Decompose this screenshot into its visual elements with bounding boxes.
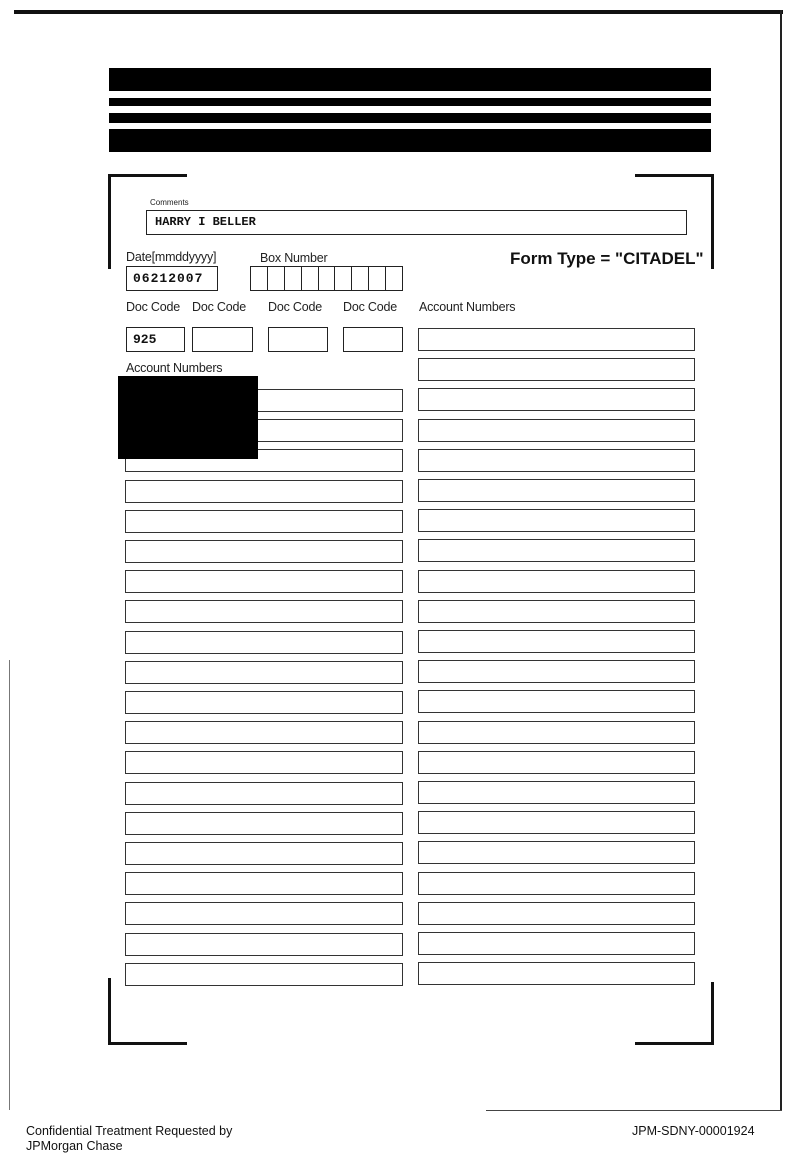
account-numbers-label-left: Account Numbers bbox=[126, 361, 223, 375]
account-number-field[interactable] bbox=[418, 449, 695, 472]
account-number-field[interactable] bbox=[418, 570, 695, 593]
account-number-field[interactable] bbox=[418, 479, 695, 502]
page-left-edge bbox=[9, 660, 10, 1110]
account-number-field[interactable] bbox=[418, 902, 695, 925]
corner-mark-bottom-right bbox=[635, 982, 714, 1045]
confidential-line-2: JPMorgan Chase bbox=[26, 1139, 123, 1153]
account-number-field[interactable] bbox=[418, 660, 695, 683]
account-number-field[interactable] bbox=[125, 631, 403, 654]
date-label: Date[mmddyyyy] bbox=[126, 250, 217, 264]
doc-code-field-1[interactable] bbox=[126, 327, 185, 352]
doc-code-value: 925 bbox=[133, 332, 157, 347]
footer-rule bbox=[486, 1110, 782, 1111]
account-number-field[interactable] bbox=[125, 963, 403, 986]
account-number-field[interactable] bbox=[125, 600, 403, 623]
page-top-border bbox=[14, 10, 783, 14]
account-number-field[interactable] bbox=[418, 781, 695, 804]
account-number-field[interactable] bbox=[418, 328, 695, 351]
account-number-field[interactable] bbox=[418, 600, 695, 623]
doc-code-label-2: Doc Code bbox=[192, 300, 246, 314]
account-number-field[interactable] bbox=[125, 872, 403, 895]
account-number-field[interactable] bbox=[418, 630, 695, 653]
account-number-field[interactable] bbox=[125, 661, 403, 684]
account-number-field[interactable] bbox=[125, 570, 403, 593]
comments-value: HARRY I BELLER bbox=[155, 215, 256, 229]
box-number-field[interactable] bbox=[250, 266, 403, 291]
account-number-field[interactable] bbox=[125, 812, 403, 835]
corner-mark-bottom-left bbox=[108, 978, 187, 1045]
account-number-field[interactable] bbox=[125, 480, 403, 503]
header-bar bbox=[109, 113, 711, 123]
account-number-field[interactable] bbox=[125, 510, 403, 533]
doc-code-field-3[interactable] bbox=[268, 327, 328, 352]
header-bar bbox=[109, 98, 711, 106]
account-number-field[interactable] bbox=[125, 842, 403, 865]
doc-code-field-2[interactable] bbox=[192, 327, 253, 352]
account-number-field[interactable] bbox=[125, 782, 403, 805]
account-number-field[interactable] bbox=[418, 358, 695, 381]
account-number-field[interactable] bbox=[125, 540, 403, 563]
date-value: 06212007 bbox=[133, 271, 204, 286]
account-number-field[interactable] bbox=[418, 509, 695, 532]
doc-code-label-3: Doc Code bbox=[268, 300, 322, 314]
doc-code-field-4[interactable] bbox=[343, 327, 403, 352]
account-number-field[interactable] bbox=[418, 721, 695, 744]
account-number-field[interactable] bbox=[418, 932, 695, 955]
account-number-field[interactable] bbox=[418, 419, 695, 442]
box-number-label: Box Number bbox=[260, 251, 328, 265]
account-number-field[interactable] bbox=[125, 721, 403, 744]
date-field[interactable] bbox=[126, 266, 218, 291]
page-right-border bbox=[780, 10, 782, 1110]
redaction-block bbox=[118, 376, 258, 459]
confidential-line-1: Confidential Treatment Requested by bbox=[26, 1124, 233, 1138]
account-number-field[interactable] bbox=[418, 811, 695, 834]
account-numbers-label-right: Account Numbers bbox=[419, 300, 516, 314]
doc-code-label-1: Doc Code bbox=[126, 300, 180, 314]
account-number-field[interactable] bbox=[125, 902, 403, 925]
doc-code-label-4: Doc Code bbox=[343, 300, 397, 314]
account-number-field[interactable] bbox=[418, 962, 695, 985]
account-number-field[interactable] bbox=[125, 933, 403, 956]
account-number-field[interactable] bbox=[125, 691, 403, 714]
account-number-field[interactable] bbox=[418, 690, 695, 713]
account-number-field[interactable] bbox=[125, 751, 403, 774]
header-bar bbox=[109, 68, 711, 91]
header-bar bbox=[109, 129, 711, 152]
bates-number: JPM-SDNY-00001924 bbox=[632, 1124, 755, 1138]
form-type-title: Form Type = "CITADEL" bbox=[510, 249, 704, 268]
account-number-field[interactable] bbox=[418, 539, 695, 562]
account-number-field[interactable] bbox=[418, 751, 695, 774]
comments-label: Comments bbox=[150, 198, 189, 207]
account-number-field[interactable] bbox=[418, 872, 695, 895]
account-number-field[interactable] bbox=[418, 388, 695, 411]
comments-field[interactable] bbox=[146, 210, 687, 235]
account-number-field[interactable] bbox=[418, 841, 695, 864]
